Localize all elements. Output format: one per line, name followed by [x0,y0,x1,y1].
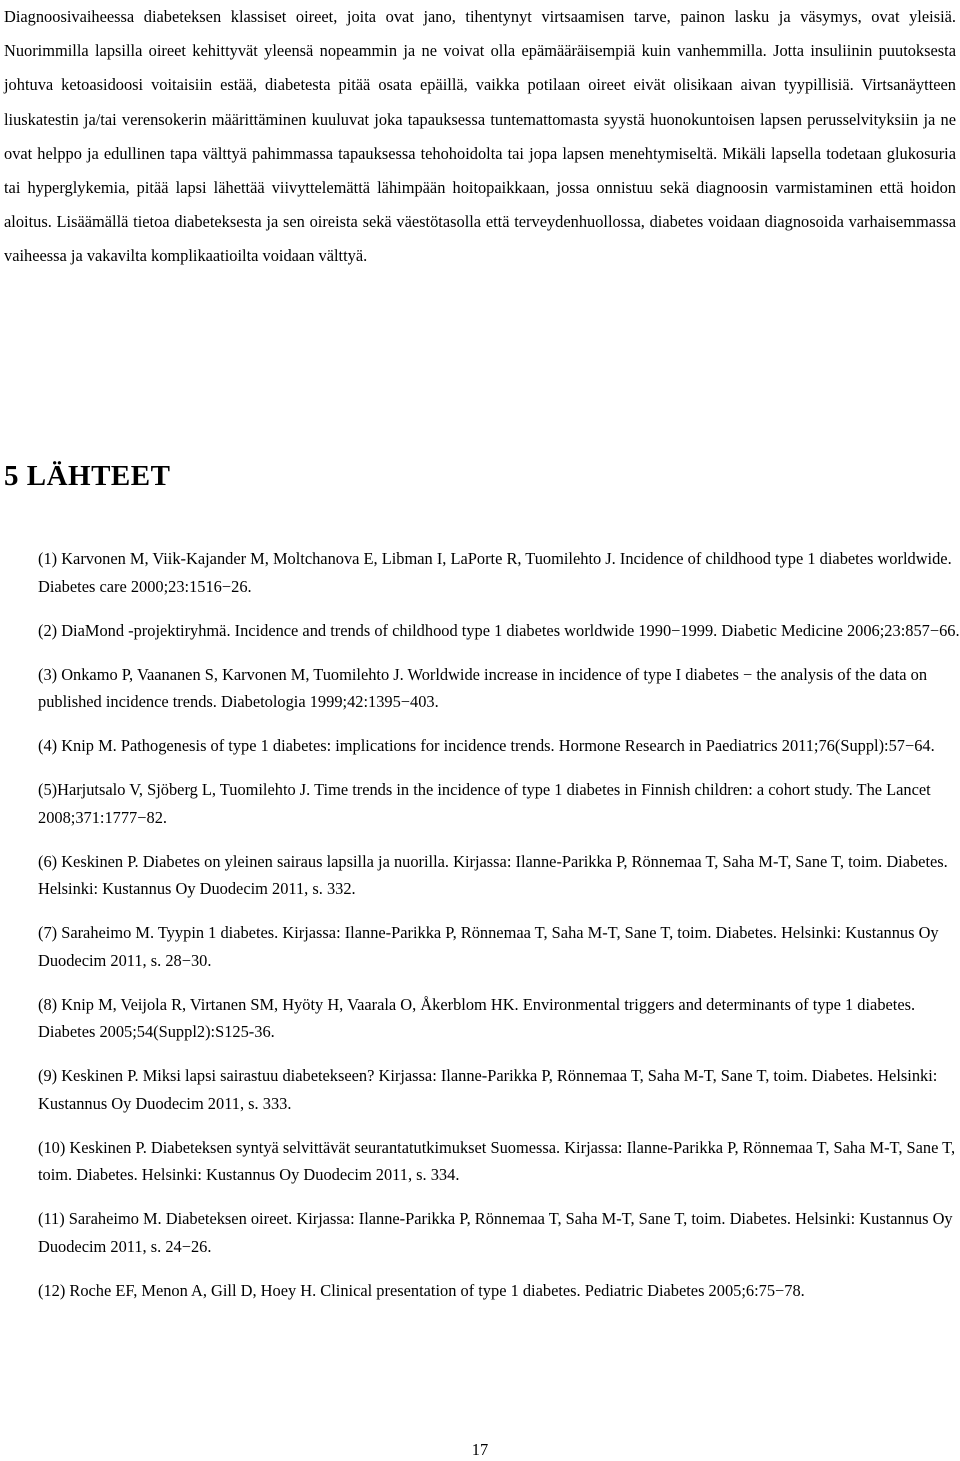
reference-item: (11) Saraheimo M. Diabeteksen oireet. Kirjassa: Ilanne-Parikka P, Rönnemaa T, Saha M-T, Sane T, toim. Diabetes. Helsinki: Kustannus Oy Duodecim 2011, s. 24−26. [38,1209,953,1256]
reference-item: (6) Keskinen P. Diabetes on yleinen sairaus lapsilla ja nuorilla. Kirjassa: Ilanne-Parikka P, Rönnemaa T, Saha M-T, Sane T, toim. Diabetes. Helsinki: Kustannus Oy Duodecim 2011, s. 332. [38,851,948,898]
reference-item: (8) Knip M, Veijola R, Virtanen SM, Hyöty H, Vaarala O, Åkerblom HK. Environmental triggers and determinants of type 1 diabetes. Diabetes 2005;54(Suppl2):S125-36. [38,994,916,1041]
reference-item: (9) Keskinen P. Miksi lapsi sairastuu diabetekseen? Kirjassa: Ilanne-Parikka P, Rönnemaa T, Saha M-T, Sane T, toim. Diabetes. Helsinki: Kustannus Oy Duodecim 2011, s. 333. [38,1066,938,1113]
reference-list [38,545,960,1321]
reference-item: (4) Knip M. Pathogenesis of type 1 diabetes: implications for incidence trends. Hormone Research in Paediatrics 2011;76(Suppl):57−64. [38,736,935,755]
body-paragraph: Diagnoosivaiheessa diabeteksen klassiset oireet, joita ovat jano, tihentynyt virtsaamisen tarve, painon lasku ja väsymys, ovat yleisiä. Nuorimmilla lapsilla oireet kehittyvät yleensä nopeammin ja ne voivat olla epämääräisempiä kuin vanhemmilla. Jotta insuliinin puutoksesta johtuva ketoasidoosi voitaisiin estää, diabetesta pitää osata epäillä, vaikka potilaan oireet eivät olisikaan aivan tyypillisiä. Virtsanäytteen liuskatestin ja/tai verensokerin määrittäminen kuuluvat joka tapauksessa tuntemattomasta syystä huonokuntoisen lapsen perusselvityksiin ja ne ovat helppo ja edullinen tapa välttyä pahimmassa tapauksessa tehohoidolta tai jopa lapsen menehtymiseltä. Mikäli lapsella todetaan glukosuria tai hyperglykemia, pitää lapsi lähettää viivyttelemättä lähimpään hoitopaikkaan, jossa onnistuu sekä diagnoosin varmistaminen että hoidon aloitus. Lisäämällä tietoa diabeteksesta ja sen oireista sekä väestötasolla että terveydenhuollossa, diabetes voidaan diagnosoida varhaisemmassa vaiheessa ja vakavilta komplikaatioilta voidaan välttyä. [4,7,956,266]
reference-item: (5)Harjutsalo V, Sjöberg L, Tuomilehto J. Time trends in the incidence of type 1 diabetes in Finnish children: a cohort study. The Lancet 2008;371:1777−82. [38,780,931,827]
reference-item: (1) Karvonen M, Viik-Kajander M, Moltchanova E, Libman I, LaPorte R, Tuomilehto J. Incidence of childhood type 1 diabetes worldwide. Diabetes care 2000;23:1516−26. [38,549,952,596]
reference-item: (12) Roche EF, Menon A, Gill D, Hoey H. Clinical presentation of type 1 diabetes. Pediatric Diabetes 2005;6:75−78. [38,1280,805,1300]
reference-item: (10) Keskinen P. Diabeteksen syntyä selvittävät seurantatutkimukset Suomessa. Kirjassa: Ilanne-Parikka P, Rönnemaa T, Saha M-T, Sane T, toim. Diabetes. Helsinki: Kustannus Oy Duodecim 2011, s. 334. [38,1137,956,1184]
section-heading: 5 LÄHTEET [4,460,171,492]
reference-item: (3) Onkamo P, Vaananen S, Karvonen M, Tuomilehto J. Worldwide increase in incidence of type I diabetes − the analysis of the data on published incidence trends. Diabetologia 1999;42:1395−403. [38,664,928,711]
reference-item: (2) DiaMond -projektiryhmä. Incidence and trends of childhood type 1 diabetes worldwide 1990−1999. Diabetic Medicine 2006;23:857−66. [38,620,960,640]
reference-item: (7) Saraheimo M. Tyypin 1 diabetes. Kirjassa: Ilanne-Parikka P, Rönnemaa T, Saha M-T, Sane T, toim. Diabetes. Helsinki: Kustannus Oy Duodecim 2011, s. 28−30. [38,923,939,970]
page-number: 17 [471,1440,489,1459]
